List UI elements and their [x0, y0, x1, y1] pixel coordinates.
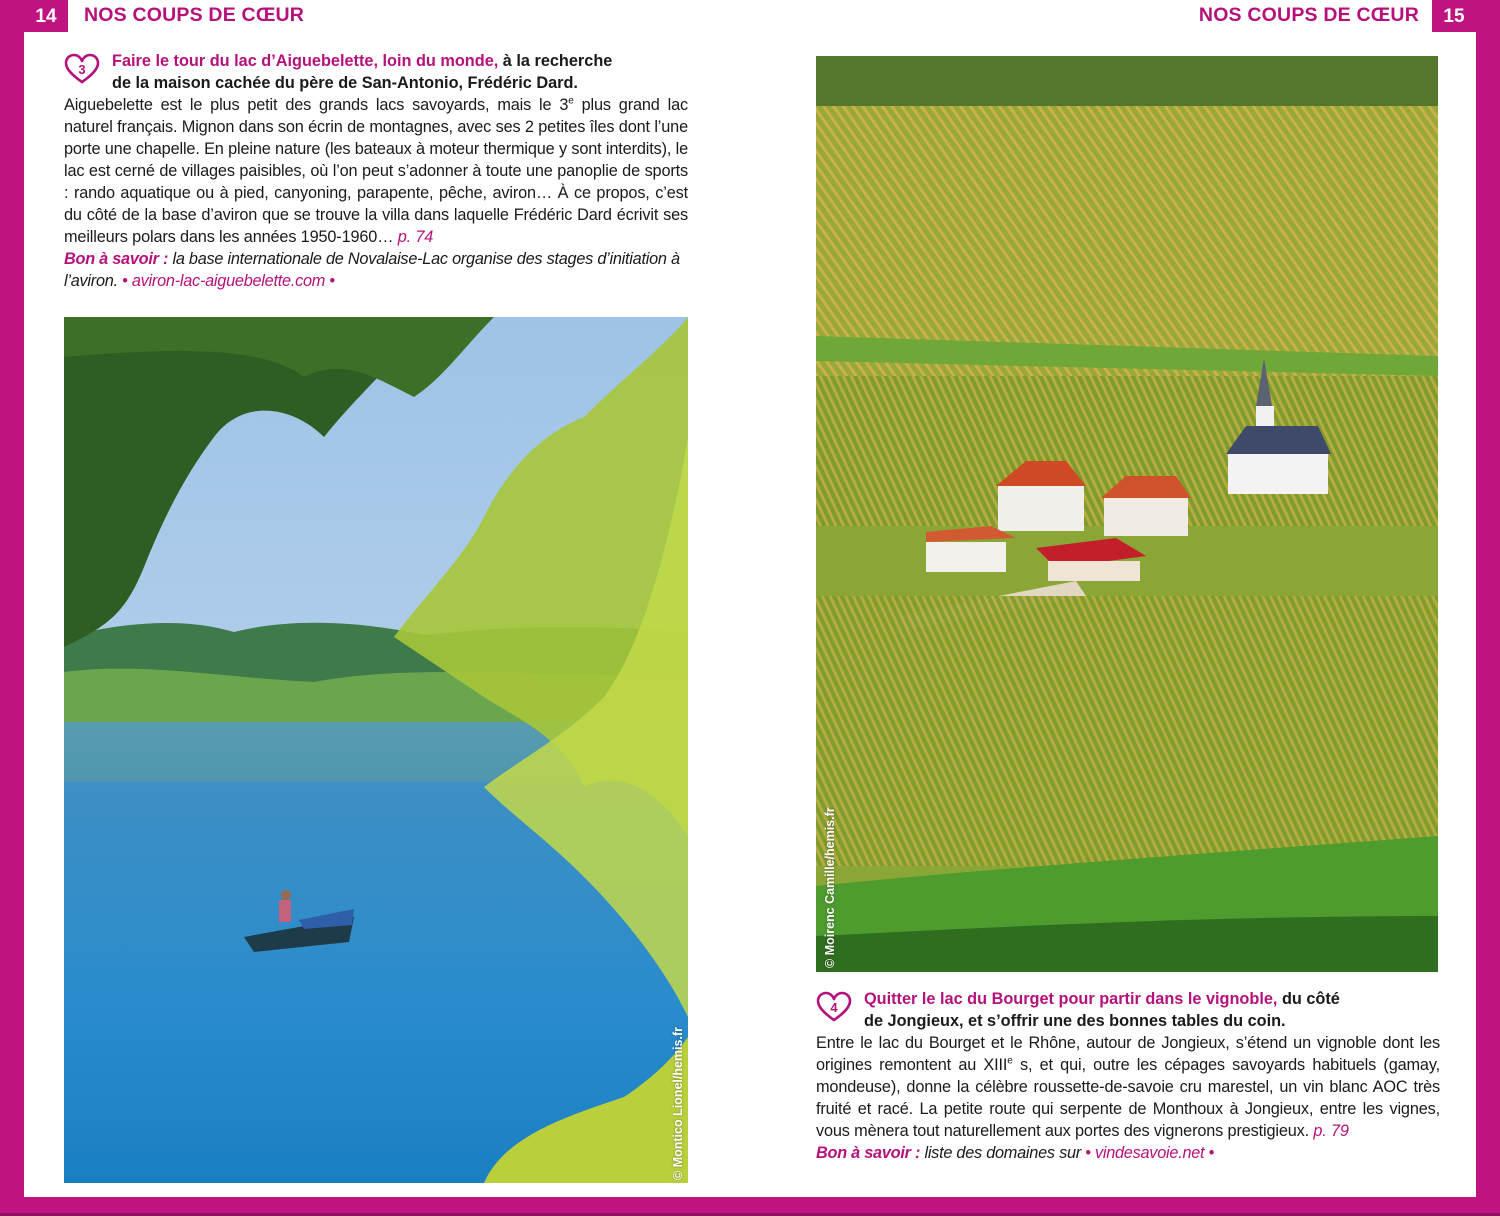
entry-aiguebelette	[64, 50, 688, 292]
good-to-know-text: liste des domaines sur	[920, 1144, 1086, 1162]
entry-title-rest: du côté	[1277, 990, 1340, 1008]
photo-vineyard-jongieux	[816, 56, 1438, 972]
photo-credit-vineyard: © Moirenc Camille/hemis.fr	[823, 807, 837, 968]
heart-icon	[816, 991, 852, 1023]
body-text-part: Aiguebelette est le plus petit des grands lacs savoyards, mais le 3	[64, 96, 569, 114]
ordinal-superscript: e	[568, 95, 574, 107]
heart-icon	[64, 53, 100, 85]
entry-number: 4	[830, 1000, 838, 1015]
page-frame-corner-right	[1476, 0, 1500, 32]
entry-jongieux	[816, 988, 1440, 1164]
good-to-know-label: Bon à savoir :	[816, 1144, 921, 1162]
page-number-right: 15	[1432, 0, 1476, 32]
good-to-know-text: la base internationale de Novalaise-Lac organise des stages d’initiation à l’aviron.	[64, 250, 680, 290]
entry-heading	[64, 50, 688, 94]
entry-title-rest: à la recherche	[498, 52, 613, 70]
body-text-part: Entre le lac du Bourget et le Rhône, autour de Jongieux, s’étend un vignoble dont les origines remontent au XIII	[816, 1034, 1440, 1074]
page-frame-corner-left	[0, 0, 24, 32]
photo-lake-aiguebelette	[64, 317, 688, 1183]
entry-title-accent: Faire le tour du lac d’Aiguebelette, loin du monde,	[112, 52, 499, 70]
running-head-right: NOS COUPS DE CŒUR	[1198, 4, 1419, 26]
body-text-part: plus grand lac naturel français. Mignon dans son écrin de montagnes, avec ses 2 petites îles dont l’une porte une chapelle. En pleine nature (les bateaux à moteur thermique y sont interdits), le lac est cerné de villages paisibles, où l’on peut s’adonner à toute une panoplie de sports : rando aquatique ou à pied, canyoning, parapente, pêche, aviron… À ce propos, c’est du côté de la base d’aviron que se trouve la villa dans laquelle Frédéric Dard écrivit ses meilleurs polars dans les années 1950-1960…	[64, 96, 688, 246]
entry-number: 3	[78, 62, 86, 77]
photo-credit-lake: © Montico Lionel/hemis.fr	[671, 1027, 685, 1180]
website-link[interactable]: • aviron-lac-aiguebelette.com •	[122, 272, 335, 290]
entry-title-accent: Quitter le lac du Bourget pour partir dans le vignoble,	[864, 990, 1278, 1008]
entry-body	[816, 1032, 1440, 1142]
page-frame-left	[0, 32, 24, 1216]
entry-body	[64, 94, 688, 248]
page-number-left: 14	[24, 0, 68, 32]
entry-heading	[816, 988, 1440, 1032]
good-to-know-label: Bon à savoir :	[64, 250, 169, 268]
running-head-left: NOS COUPS DE CŒUR	[84, 4, 305, 26]
good-to-know	[64, 248, 688, 292]
entry-title-rest-2: de Jongieux, et s’offrir une des bonnes tables du coin.	[864, 1012, 1286, 1030]
body-text-part: s, et qui, outre les cépages savoyards habituels (gamay, mondeuse), donne la célèbre roussette-de-savoie cru marestel, un vin blanc AOC très fruité et racé. La petite route qui serpente de Monthoux à Jongieux, entre les vignes, vous mènera tout naturellement aux portes des vignerons prestigieux.	[816, 1056, 1440, 1140]
entry-title-rest-2: de la maison cachée du père de San-Antonio, Frédéric Dard.	[112, 74, 578, 92]
ordinal-superscript: e	[1007, 1055, 1013, 1067]
good-to-know	[816, 1142, 1440, 1164]
page-reference[interactable]: p. 79	[1313, 1122, 1349, 1140]
website-link[interactable]: • vindesavoie.net •	[1085, 1144, 1215, 1162]
page-reference[interactable]: p. 74	[397, 228, 434, 246]
page-frame-right	[1476, 32, 1500, 1216]
